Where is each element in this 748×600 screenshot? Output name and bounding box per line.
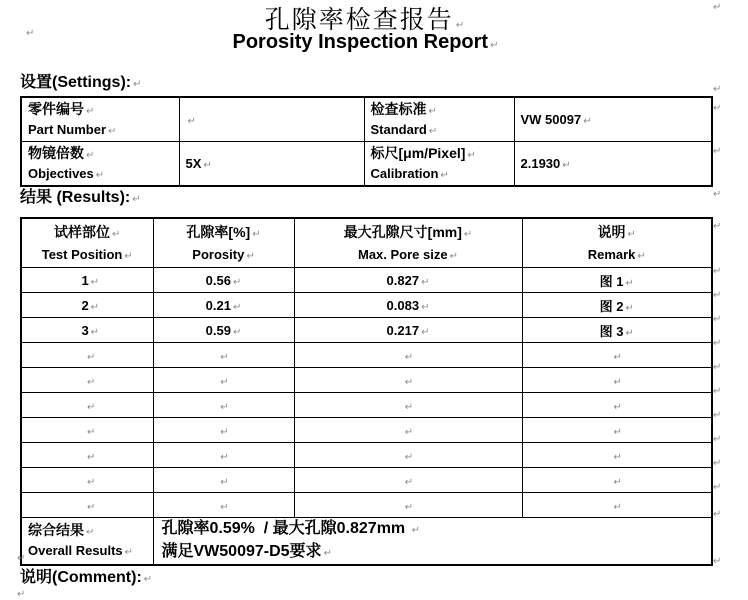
paragraph-mark-icon: ↵ (87, 426, 96, 438)
paragraph-mark-icon: ↵ (625, 327, 634, 339)
report-title-en (20, 31, 711, 54)
cell-remark: 图 3 ↵ (522, 318, 712, 343)
paragraph-mark-icon: ↵ (713, 290, 722, 301)
paragraph-mark-icon: ↵ (713, 84, 722, 95)
overall-results-label-cell (21, 518, 153, 566)
results-empty-row (21, 368, 712, 393)
paragraph-mark-icon: ↵ (713, 386, 722, 397)
objectives-label-en: Objectives ↵ (28, 165, 105, 181)
paragraph-mark-icon: ↵ (86, 527, 95, 538)
empty-cell (153, 343, 294, 368)
paragraph-mark-icon: ↵ (323, 548, 332, 559)
cell-position: 1 ↵ (21, 268, 153, 293)
paragraph-mark-icon: ↵ (86, 105, 95, 117)
results-header-row (21, 218, 712, 268)
empty-cell (21, 343, 153, 368)
paragraph-mark-icon: ↵ (17, 553, 26, 564)
paragraph-mark-icon: ↵ (428, 105, 437, 117)
empty-cell (522, 418, 712, 443)
empty-cell (522, 443, 712, 468)
paragraph-mark-icon: ↵ (583, 116, 592, 127)
paragraph-mark-icon: ↵ (232, 326, 242, 338)
paragraph-mark-icon: ↵ (203, 160, 212, 171)
results-empty-row (21, 343, 712, 368)
paragraph-mark-icon: ↵ (220, 476, 229, 488)
settings-row-2 (21, 142, 712, 187)
paragraph-mark-icon: ↵ (713, 482, 722, 493)
paragraph-mark-icon: ↵ (637, 251, 646, 262)
paragraph-mark-icon: ↵ (87, 401, 96, 413)
objectives-label-cn: 物镜倍数 ↵ (28, 144, 95, 161)
results-row-1 (21, 268, 712, 293)
results-heading (20, 188, 141, 210)
overall-results-line2: 满足VW50097-D5要求 ↵ (161, 543, 332, 560)
settings-table (20, 96, 713, 187)
empty-cell (294, 343, 522, 368)
paragraph-mark-icon: ↵ (713, 410, 722, 421)
paragraph-mark-icon: ↵ (252, 229, 261, 240)
calibration-label-cell (364, 142, 514, 187)
overall-results-line1: 孔隙率0.59% / 最大孔隙0.827mm ↵ (161, 520, 420, 537)
overall-results-label-en: Overall Results ↵ (28, 543, 134, 558)
standard-label-cell (364, 97, 514, 142)
paragraph-mark-icon: ↵ (220, 501, 229, 513)
paragraph-mark-icon: ↵ (112, 229, 121, 240)
cell-porosity: 0.59 ↵ (153, 318, 294, 343)
paragraph-mark-icon: ↵ (404, 476, 414, 488)
paragraph-mark-icon: ↵ (87, 376, 96, 388)
paragraph-mark-icon: ↵ (440, 169, 449, 181)
header-test-position: 试样部位 ↵ Test Position ↵ (21, 218, 153, 268)
paragraph-mark-icon: ↵ (613, 426, 622, 438)
standard-label-cn: 检查标准 ↵ (370, 100, 437, 117)
paragraph-mark-icon: ↵ (26, 28, 35, 39)
paragraph-mark-icon: ↵ (713, 146, 722, 157)
header-porosity: 孔隙率[%] ↵ Porosity ↵ (153, 218, 294, 268)
results-empty-row (21, 393, 712, 418)
paragraph-mark-icon: ↵ (132, 194, 141, 205)
overall-results-value-cell (153, 518, 712, 566)
settings-row-1 (21, 97, 712, 142)
cell-porosity: 0.21 ↵ (153, 293, 294, 318)
empty-cell (153, 393, 294, 418)
cell-porosity: 0.56 ↵ (153, 268, 294, 293)
objectives-value: 5X (185, 156, 202, 171)
cell-position: 2 ↵ (21, 293, 153, 318)
paragraph-mark-icon: ↵ (87, 451, 96, 463)
paragraph-mark-icon: ↵ (613, 376, 622, 388)
paragraph-mark-icon: ↵ (87, 351, 96, 363)
results-row-3 (21, 318, 712, 343)
paragraph-mark-icon: ↵ (713, 314, 722, 325)
paragraph-mark-icon: ↵ (143, 574, 153, 585)
standard-value: VW 50097 (520, 112, 582, 127)
paragraph-mark-icon: ↵ (713, 189, 722, 200)
paragraph-mark-icon: ↵ (86, 149, 95, 161)
results-empty-row (21, 493, 712, 518)
paragraph-mark-icon: ↵ (490, 40, 499, 51)
paragraph-mark-icon: ↵ (713, 362, 722, 373)
calibration-value-cell (514, 142, 712, 187)
empty-cell (294, 493, 522, 518)
paragraph-mark-icon: ↵ (404, 426, 414, 438)
paragraph-mark-icon: ↵ (404, 376, 414, 388)
standard-label-en: Standard ↵ (370, 121, 438, 137)
paragraph-mark-icon: ↵ (404, 451, 414, 463)
empty-cell (294, 368, 522, 393)
cell-max-pore: 0.217 ↵ (294, 318, 522, 343)
paragraph-mark-icon: ↵ (625, 302, 634, 314)
results-empty-row (21, 443, 712, 468)
paragraph-mark-icon: ↵ (404, 501, 414, 513)
empty-cell (294, 393, 522, 418)
paragraph-mark-icon: ↵ (463, 229, 473, 240)
paragraph-mark-icon: ↵ (562, 160, 571, 171)
settings-heading (20, 73, 142, 95)
overall-results-row (21, 518, 712, 566)
part-number-label-cn: 零件编号 ↵ (28, 100, 95, 117)
empty-cell (153, 493, 294, 518)
empty-cell (21, 393, 153, 418)
overall-results-label-cn: 综合结果 ↵ (28, 522, 95, 538)
part-number-label-cell (21, 97, 179, 142)
paragraph-mark-icon: ↵ (17, 589, 26, 600)
empty-cell (522, 493, 712, 518)
empty-cell (153, 468, 294, 493)
paragraph-mark-icon: ↵ (95, 169, 105, 181)
paragraph-mark-icon: ↵ (124, 547, 134, 558)
results-row-2 (21, 293, 712, 318)
paragraph-mark-icon: ↵ (713, 103, 722, 114)
empty-cell (21, 443, 153, 468)
empty-cell (153, 368, 294, 393)
cell-remark: 图 1 ↵ (522, 268, 712, 293)
part-number-label-en: Part Number ↵ (28, 121, 117, 137)
paragraph-mark-icon: ↵ (90, 276, 100, 288)
paragraph-mark-icon: ↵ (613, 501, 622, 513)
paragraph-mark-icon: ↵ (713, 221, 722, 232)
empty-cell (294, 443, 522, 468)
paragraph-mark-icon: ↵ (232, 276, 242, 288)
report-title-en-text: Porosity Inspection Report (232, 31, 489, 53)
paragraph-mark-icon: ↵ (713, 434, 722, 445)
paragraph-mark-icon: ↵ (613, 451, 622, 463)
paragraph-mark-icon: ↵ (613, 351, 622, 363)
paragraph-mark-icon: ↵ (421, 326, 430, 338)
paragraph-mark-icon: ↵ (713, 266, 722, 277)
paragraph-mark-icon: ↵ (220, 426, 229, 438)
paragraph-mark-icon: ↵ (404, 401, 414, 413)
paragraph-mark-icon: ↵ (467, 149, 476, 161)
standard-value-cell (514, 97, 712, 142)
paragraph-mark-icon: ↵ (713, 338, 722, 349)
paragraph-mark-icon: ↵ (421, 301, 430, 313)
empty-cell (294, 468, 522, 493)
part-number-value-cell (179, 97, 364, 142)
results-empty-row (21, 418, 712, 443)
cell-position: 3 ↵ (21, 318, 153, 343)
paragraph-mark-icon: ↵ (713, 2, 722, 13)
paragraph-mark-icon: ↵ (124, 251, 133, 262)
settings-heading-text: 设置(Settings): (20, 74, 132, 91)
paragraph-mark-icon: ↵ (220, 351, 229, 363)
paragraph-mark-icon: ↵ (108, 125, 117, 137)
paragraph-mark-icon: ↵ (90, 326, 100, 338)
calibration-value: 2.1930 (520, 156, 561, 171)
empty-cell (21, 468, 153, 493)
paragraph-mark-icon: ↵ (87, 476, 96, 488)
empty-cell (522, 468, 712, 493)
cell-max-pore: 0.827 ↵ (294, 268, 522, 293)
paragraph-mark-icon: ↵ (713, 458, 722, 469)
paragraph-mark-icon: ↵ (421, 276, 430, 288)
paragraph-mark-icon: ↵ (133, 79, 142, 90)
cell-remark: 图 2 ↵ (522, 293, 712, 318)
empty-cell (153, 443, 294, 468)
paragraph-mark-icon: ↵ (87, 501, 96, 513)
results-table (20, 217, 713, 566)
paragraph-mark-icon: ↵ (613, 476, 622, 488)
paragraph-mark-icon: ↵ (625, 277, 634, 289)
empty-cell (153, 418, 294, 443)
paragraph-mark-icon: ↵ (220, 376, 229, 388)
objectives-label-cell (21, 142, 179, 187)
empty-cell (522, 393, 712, 418)
objectives-value-cell (179, 142, 364, 187)
comment-heading (20, 568, 152, 590)
empty-cell (294, 418, 522, 443)
report-title-cn-text: 孔隙率检查报告 (264, 5, 454, 34)
paragraph-mark-icon: ↵ (455, 20, 467, 31)
header-max-pore-size: 最大孔隙尺寸[mm] ↵ Max. Pore size ↵ (294, 218, 522, 268)
paragraph-mark-icon: ↵ (404, 351, 414, 363)
empty-cell (522, 343, 712, 368)
comment-heading-text: 说明(Comment): (20, 569, 142, 586)
paragraph-mark-icon: ↵ (713, 556, 722, 567)
empty-cell (21, 368, 153, 393)
calibration-label-en: Calibration ↵ (370, 165, 449, 181)
results-heading-text: 结果 (Results): (20, 189, 131, 206)
paragraph-mark-icon: ↵ (449, 251, 458, 262)
calibration-label-cn: 标尺[μm/Pixel] ↵ (370, 144, 476, 161)
header-remark: 说明 ↵ Remark ↵ (522, 218, 712, 268)
paragraph-mark-icon: ↵ (220, 401, 229, 413)
empty-cell (522, 368, 712, 393)
paragraph-mark-icon: ↵ (90, 301, 100, 313)
paragraph-mark-icon: ↵ (187, 116, 196, 127)
paragraph-mark-icon: ↵ (713, 509, 722, 520)
empty-cell (21, 418, 153, 443)
paragraph-mark-icon: ↵ (220, 451, 229, 463)
paragraph-mark-icon: ↵ (232, 301, 242, 313)
paragraph-mark-icon: ↵ (613, 401, 622, 413)
empty-cell (21, 493, 153, 518)
results-empty-row (21, 468, 712, 493)
paragraph-mark-icon: ↵ (627, 229, 636, 240)
cell-max-pore: 0.083 ↵ (294, 293, 522, 318)
paragraph-mark-icon: ↵ (428, 125, 438, 137)
paragraph-mark-icon: ↵ (411, 525, 420, 536)
paragraph-mark-icon: ↵ (246, 251, 255, 262)
